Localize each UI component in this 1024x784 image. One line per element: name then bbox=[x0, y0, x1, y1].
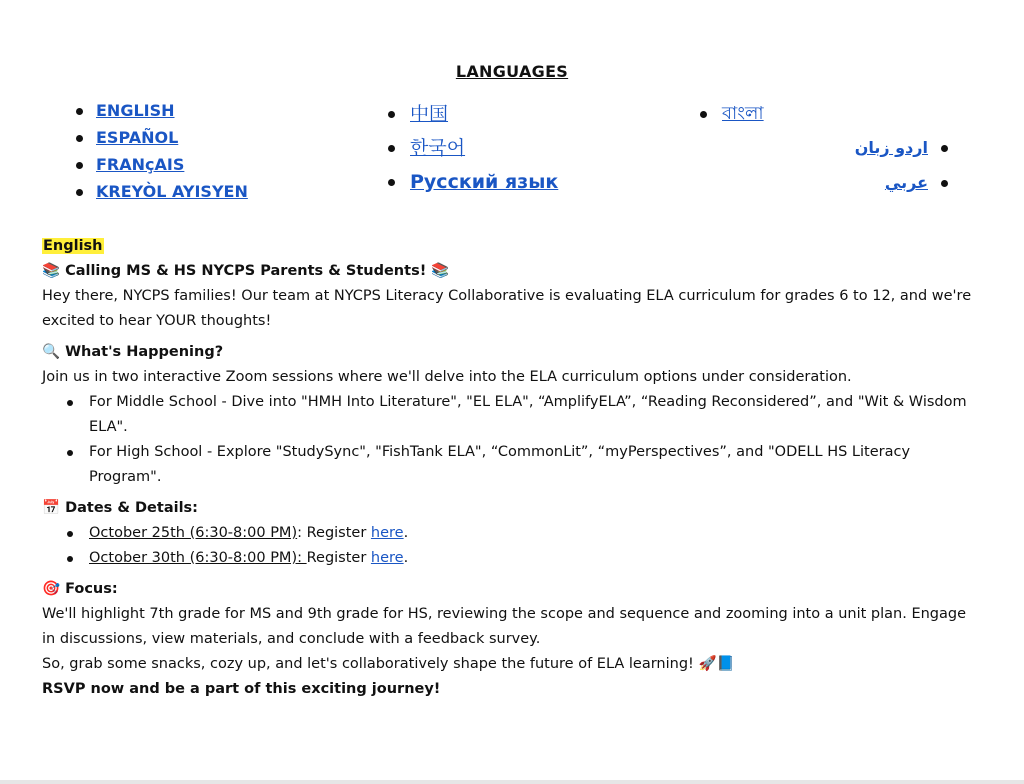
curriculum-list bbox=[42, 390, 982, 490]
language-link-korean[interactable]: 한국어 bbox=[410, 137, 466, 159]
focus-paragraph: We'll highlight 7th grade for MS and 9th grade for HS, reviewing the scope and sequence and zooming into a unit plan. Engage in discussions, view materials, and conclude with a feedback survey. bbox=[42, 606, 967, 647]
language-item-korean bbox=[410, 134, 558, 168]
period-text: . bbox=[403, 550, 409, 566]
language-item-russian bbox=[410, 168, 558, 202]
calendar-icon: 📅 bbox=[42, 500, 61, 516]
dates-list bbox=[42, 521, 982, 571]
focus-heading bbox=[42, 577, 982, 602]
period-text: . bbox=[403, 525, 409, 541]
language-list-asian-russian bbox=[410, 100, 558, 202]
separator-text: : bbox=[297, 525, 307, 541]
language-item-urdu bbox=[855, 134, 928, 169]
language-link-russian[interactable]: Русский язык bbox=[410, 171, 559, 193]
list-item bbox=[89, 521, 982, 546]
language-list-rtl bbox=[855, 134, 928, 204]
language-item-arabic bbox=[855, 169, 928, 204]
language-item-chinese bbox=[410, 100, 558, 134]
session-date: October 25th (6:30-8:00 PM) bbox=[89, 525, 298, 541]
closing-paragraph: So, grab some snacks, cozy up, and let's collaboratively shape the future of ELA learning! 🚀📘 bbox=[42, 656, 735, 672]
section-label: English bbox=[43, 238, 103, 254]
language-link-bengali[interactable]: বাংলা bbox=[722, 103, 764, 124]
language-item-haitian-creole bbox=[96, 181, 248, 208]
language-link-french[interactable]: FRANçAIS bbox=[96, 155, 185, 174]
section-heading-text: Calling MS & HS NYCPS Parents & Students! bbox=[65, 263, 427, 279]
books-icon: 📚 bbox=[42, 263, 61, 279]
list-item: For High School - Explore "StudySync", "FishTank ELA", “CommonLit”, “myPerspectives”, and "ODELL HS Literacy Program". bbox=[89, 440, 982, 490]
language-list-bengali bbox=[722, 100, 764, 134]
language-item-french bbox=[96, 154, 248, 181]
register-label: Register bbox=[306, 550, 371, 566]
language-link-english[interactable]: ENGLISH bbox=[96, 101, 175, 120]
intro-paragraph: Hey there, NYCPS families! Our team at NYCPS Literacy Collaborative is evaluating ELA curriculum for grades 6 to 12, and we're excited to hear YOUR thoughts! bbox=[42, 288, 972, 329]
language-link-arabic[interactable]: عربي bbox=[884, 173, 928, 192]
list-item: For Middle School - Dive into "HMH Into Literature", "EL ELA", “AmplifyELA”, “Reading Reconsidered”, and "Wit & Wisdom ELA". bbox=[89, 390, 982, 440]
language-link-haitian-creole[interactable]: KREYÒL AYISYEN bbox=[96, 182, 248, 201]
rsvp-line: RSVP now and be a part of this exciting journey! bbox=[42, 681, 441, 697]
page-divider bbox=[0, 780, 1024, 784]
language-list-latin bbox=[96, 100, 248, 208]
happening-heading bbox=[42, 340, 982, 365]
language-item-english bbox=[96, 100, 248, 127]
language-item-spanish bbox=[96, 127, 248, 154]
dates-heading bbox=[42, 496, 982, 521]
books-icon: 📚 bbox=[431, 263, 450, 279]
english-section bbox=[42, 234, 982, 702]
register-label: Register bbox=[306, 525, 371, 541]
language-link-spanish[interactable]: ESPAÑOL bbox=[96, 128, 179, 147]
section-heading bbox=[42, 259, 982, 284]
target-icon: 🎯 bbox=[42, 581, 61, 597]
happening-heading-text: What's Happening? bbox=[65, 344, 224, 360]
language-link-urdu[interactable]: اردو زبان bbox=[854, 138, 928, 157]
register-link[interactable]: here bbox=[370, 550, 404, 566]
dates-heading-text: Dates & Details: bbox=[65, 500, 198, 516]
focus-heading-text: Focus: bbox=[65, 581, 118, 597]
language-item-bengali bbox=[722, 100, 764, 134]
session-date: October 30th (6:30-8:00 PM): bbox=[89, 550, 307, 566]
page-title: LANGUAGES bbox=[455, 62, 569, 81]
happening-paragraph: Join us in two interactive Zoom sessions where we'll delve into the ELA curriculum options under consideration. bbox=[42, 369, 852, 385]
magnifier-icon: 🔍 bbox=[42, 344, 61, 360]
register-link[interactable]: here bbox=[370, 525, 404, 541]
list-item bbox=[89, 546, 982, 571]
language-link-chinese[interactable]: 中国 bbox=[410, 103, 449, 125]
